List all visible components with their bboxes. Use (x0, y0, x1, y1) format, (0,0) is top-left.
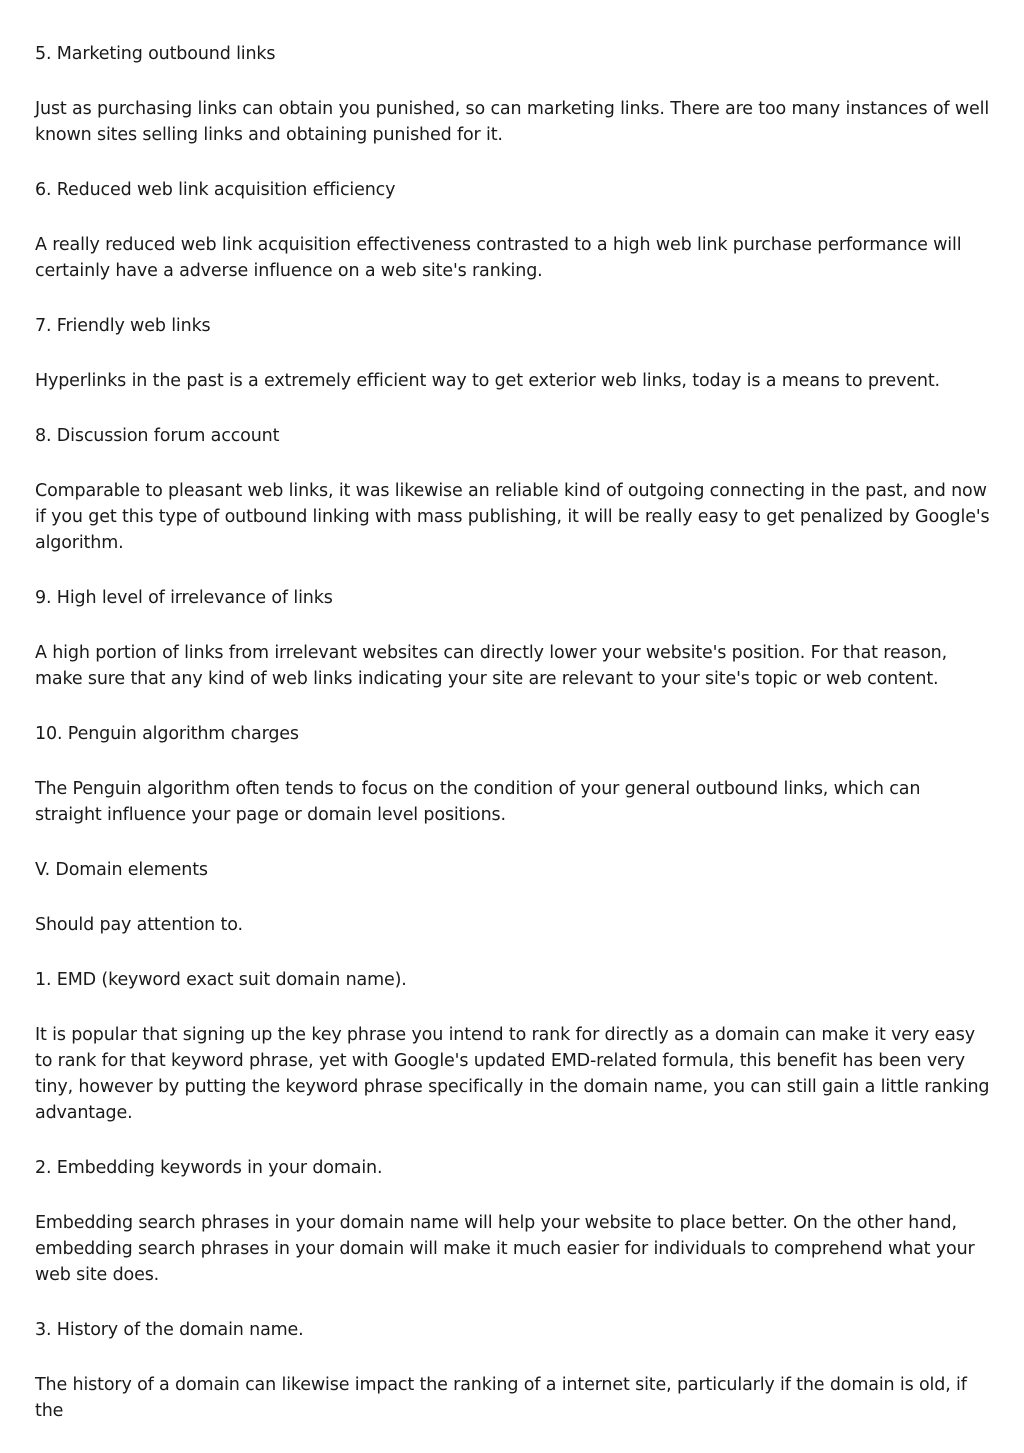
paragraph-discussion-forum-account: Comparable to pleasant web links, it was likewise an reliable kind of outgoing connecting in the past, and now if you get this type of outbound linking with mass publishing, it will be really easy to get penalized by Google's algorithm. (35, 481, 990, 553)
paragraph-domain-history: The history of a domain can likewise impact the ranking of a internet site, particularly if the domain is old, if the (35, 1375, 967, 1421)
heading-marketing-outbound-links: 5. Marketing outbound links (35, 44, 276, 64)
paragraph-pay-attention: Should pay attention to. (35, 915, 243, 935)
paragraph-irrelevance-of-links: A high portion of links from irrelevant websites can directly lower your website's position. For that reason, make sure that any kind of web links indicating your site are relevant to your site's topic or web content. (35, 643, 948, 689)
section-heading-domain-elements: V. Domain elements (35, 860, 208, 880)
heading-embedding-keywords: 2. Embedding keywords in your domain. (35, 1158, 383, 1178)
heading-irrelevance-of-links: 9. High level of irrelevance of links (35, 588, 333, 608)
paragraph-friendly-web-links: Hyperlinks in the past is a extremely efficient way to get exterior web links, today is a means to prevent. (35, 371, 940, 391)
heading-friendly-web-links: 7. Friendly web links (35, 316, 211, 336)
paragraph-penguin-algorithm: The Penguin algorithm often tends to focus on the condition of your general outbound links, which can straight influence your page or domain level positions. (35, 779, 921, 825)
heading-domain-history: 3. History of the domain name. (35, 1320, 304, 1340)
paragraph-emd: It is popular that signing up the key phrase you intend to rank for directly as a domain can make it very easy to rank for that keyword phrase, yet with Google's updated EMD-related formula, this benefit has been very tiny, however by putting the keyword phrase specifically in the domain name, you can still gain a little ranking advantage. (35, 1025, 990, 1123)
paragraph-reduced-link-acquisition: A really reduced web link acquisition effectiveness contrasted to a high web link purchase performance will certainly have a adverse influence on a web site's ranking. (35, 235, 962, 281)
heading-discussion-forum-account: 8. Discussion forum account (35, 426, 280, 446)
heading-reduced-link-acquisition: 6. Reduced web link acquisition efficiency (35, 180, 396, 200)
heading-penguin-algorithm: 10. Penguin algorithm charges (35, 724, 299, 744)
paragraph-embedding-keywords: Embedding search phrases in your domain name will help your website to place better. On the other hand, embedding search phrases in your domain will make it much easier for individuals to comprehend what your web site does. (35, 1213, 975, 1285)
document-page (35, 41, 990, 1453)
heading-emd: 1. EMD (keyword exact suit domain name). (35, 970, 407, 990)
paragraph-marketing-outbound-links: Just as purchasing links can obtain you punished, so can marketing links. There are too many instances of well known sites selling links and obtaining punished for it. (35, 99, 990, 145)
